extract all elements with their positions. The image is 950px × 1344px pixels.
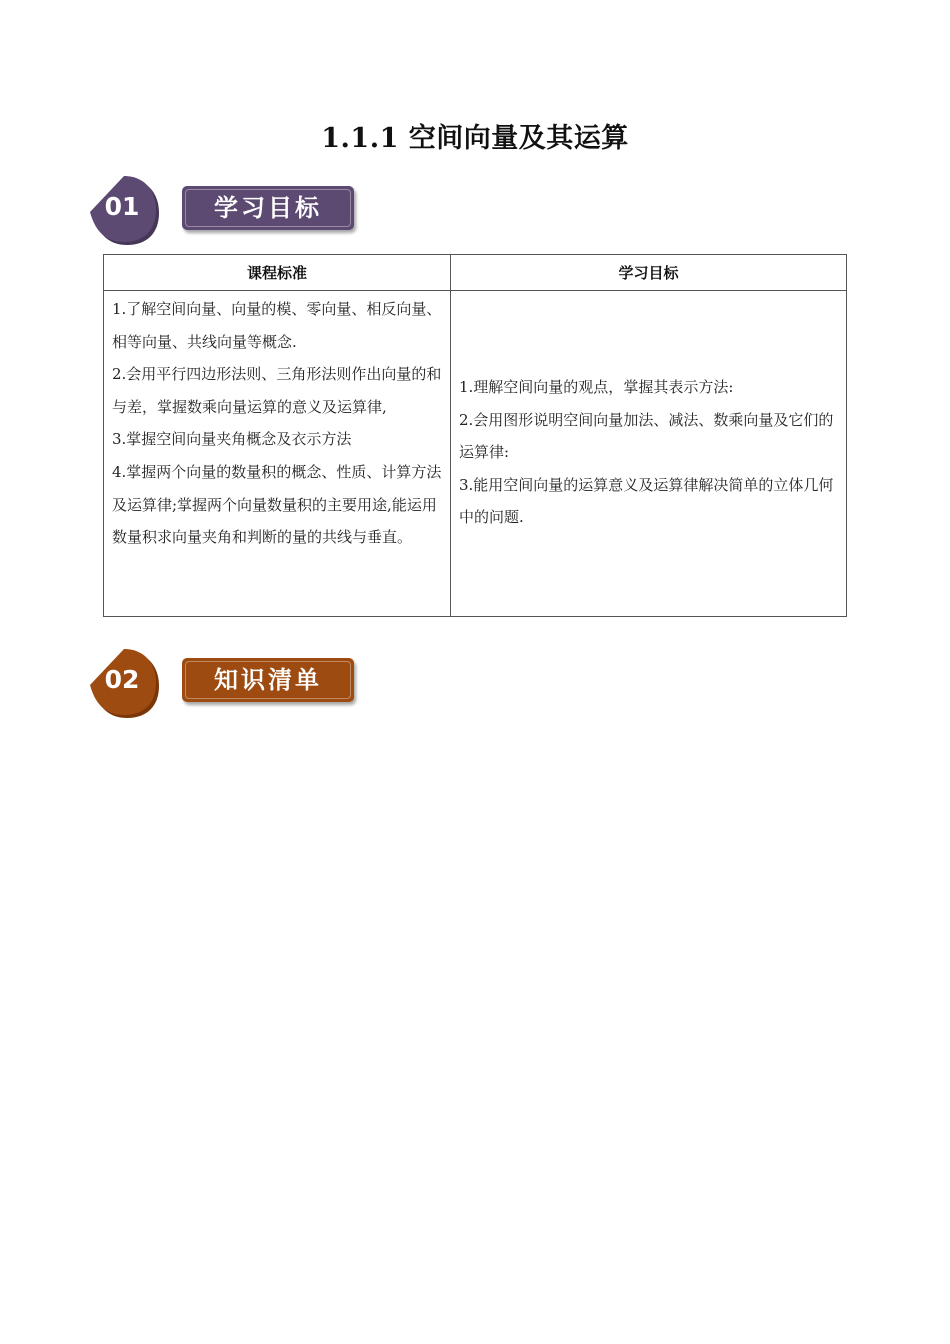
section-badge-01 — [88, 174, 160, 246]
section-badge-02 — [88, 647, 160, 719]
objectives-cell — [451, 291, 847, 617]
standard-item: 2.会用平行四边形法则、三角形法则作出向量的和与差，掌握数乘向量运算的意义及运算律, — [112, 365, 442, 416]
standard-item: 4.掌握两个向量的数量积的概念、性质、计算方法及运算律;掌握两个向量数量积的主要用途,能运用数量积求向量夹角和判断的量的共线与垂直。 — [112, 462, 442, 547]
section-label-text: 知识清单 — [214, 666, 322, 694]
standard-item: 3.掌握空间向量夹角概念及衣示方法 — [112, 430, 352, 449]
objective-item: 2.会用图形说明空间向量加法、减法、数乘向量及它们的运算律: — [459, 410, 834, 462]
objective-item: 3.能用空间向量的运算意义及运算律解决简单的立体几何中的问题. — [459, 475, 834, 527]
section-number: 02 — [104, 665, 140, 694]
goals-table — [103, 254, 847, 617]
objective-item: 1.理解空间向量的观点，掌握其表示方法: — [459, 378, 734, 397]
section-number: 01 — [104, 192, 140, 221]
header-standards: 课程标准 — [104, 255, 451, 291]
standard-item: 1.了解空间向量、向量的模、零向量、相反向量、相等向量、共线向量等概念. — [112, 300, 442, 351]
page-title: 1.1.1 空间向量及其运算 — [321, 123, 629, 154]
section-label-02 — [182, 658, 354, 702]
standards-cell — [104, 291, 451, 617]
section-label-text: 学习目标 — [214, 194, 322, 222]
section-label-01 — [182, 186, 354, 230]
header-objectives: 学习目标 — [451, 255, 847, 291]
